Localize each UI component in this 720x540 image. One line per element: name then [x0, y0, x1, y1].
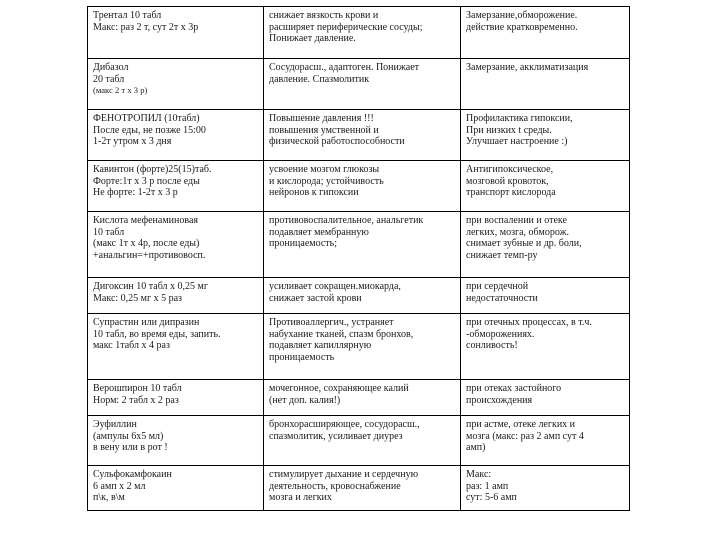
cell-line: (нет доп. калия!): [269, 394, 341, 406]
table-row: [88, 161, 630, 212]
cell-line: -обморожениях.: [466, 328, 535, 340]
cell-line: При низких t среды.: [466, 124, 552, 136]
cell-line: Трентал 10 табл: [93, 10, 162, 21]
cell-line: Сосудорасш., адаптоген. Понижает: [269, 62, 420, 73]
indication-cell: [461, 110, 630, 161]
cell-line: подавляет капиллярную: [269, 340, 372, 352]
table-row: [88, 278, 630, 314]
cell-line: в вену или в рот !: [93, 442, 168, 454]
cell-line: легких, мозга, обморож.: [466, 226, 570, 238]
cell-line: нейронов к гипоксии: [269, 187, 359, 199]
drug-name-cell: [88, 59, 264, 110]
indication-cell: [461, 314, 630, 380]
cell-line: Повышение давления !!!: [269, 113, 374, 124]
table-row: [88, 314, 630, 380]
cell-line: Форте:1т х 3 р после еды: [93, 175, 200, 187]
action-cell: [264, 161, 461, 212]
cell-line: 10 табл: [93, 226, 125, 238]
cell-line: 1-2т утром х 3 дня: [93, 136, 172, 148]
cell-line: повышения умственной и: [269, 124, 379, 136]
cell-line: п\к, в\м: [93, 492, 125, 504]
cell-line: После еды, не позже 15:00: [93, 124, 206, 136]
action-cell: [264, 110, 461, 161]
table-row: [88, 212, 630, 278]
indication-cell: [461, 7, 630, 59]
cell-line: мозговой кровоток,: [466, 175, 549, 187]
drug-name-cell: [88, 161, 264, 212]
drug-name-cell: [88, 314, 264, 380]
cell-line: бронхорасширяющее, сосудорасш.,: [269, 419, 420, 430]
action-cell: [264, 466, 461, 511]
cell-line: и кислорода; устойчивость: [269, 175, 384, 187]
cell-line: Макс: 0,25 мг х 5 раз: [93, 292, 182, 304]
cell-line: проницаемость;: [269, 238, 338, 250]
cell-line: Кислота мефенаминовая: [93, 215, 199, 226]
cell-line: усвоение мозгом глюкозы: [269, 164, 380, 175]
cell-line: снижает застой крови: [269, 292, 362, 304]
cell-line: Не форте: 1-2т х 3 р: [93, 187, 178, 199]
cell-line: Замерзание,обморожение.: [466, 10, 578, 21]
cell-line: при сердечной: [466, 281, 529, 292]
action-cell: [264, 278, 461, 314]
cell-line: мозга и легких: [269, 492, 332, 504]
table-row: [88, 466, 630, 511]
indication-cell: [461, 416, 630, 466]
cell-line: недостаточности: [466, 292, 538, 304]
cell-line: (макс 1т х 4р, после еды): [93, 238, 200, 250]
cell-line: 6 амп х 2 мл: [93, 480, 146, 492]
cell-line-small: (макс 2 т х 3 р): [93, 85, 148, 96]
cell-line: действие кратковременно.: [466, 21, 578, 33]
cell-line: при астме, отеке легких и: [466, 419, 576, 430]
drug-name-cell: [88, 110, 264, 161]
action-cell: [264, 59, 461, 110]
table-row: [88, 416, 630, 466]
table-row: [88, 59, 630, 110]
cell-line: +анальгин=+противовосп.: [93, 249, 206, 261]
action-cell: [264, 314, 461, 380]
cell-line: Антигипоксическое,: [466, 164, 554, 175]
cell-line: Эуфиллин: [93, 419, 137, 430]
indication-cell: [461, 380, 630, 416]
cell-line: Верошпирон 10 табл: [93, 383, 182, 394]
cell-line: макс 1табл х 4 раз: [93, 340, 170, 352]
drug-name-cell: [88, 466, 264, 511]
cell-line: Макс: раз 2 т, сут 2т х 3р: [93, 21, 199, 33]
table-row: [88, 110, 630, 161]
cell-line: набухание тканей, спазм бронхов,: [269, 328, 414, 340]
cell-line: происхождения: [466, 394, 533, 406]
medication-table: [87, 6, 630, 511]
cell-line: противовоспалительное, анальгетик: [269, 215, 424, 226]
cell-line: 10 табл, во время еды, запить.: [93, 328, 221, 340]
indication-cell: [461, 161, 630, 212]
cell-line: проницаемость: [269, 351, 335, 363]
cell-line: снижает темп-ру: [466, 249, 538, 261]
cell-line: Профилактика гипоксии,: [466, 113, 573, 124]
cell-line: 20 табл: [93, 73, 125, 85]
cell-line: Улучшает настроение :): [466, 136, 568, 148]
cell-line: мочегонное, сохраняющее калий: [269, 383, 409, 394]
table-row: [88, 7, 630, 59]
cell-line: при отечных процессах, в т.ч.: [466, 317, 592, 328]
cell-line: Кавинтон (форте)25(15)таб.: [93, 164, 212, 175]
drug-name-cell: [88, 278, 264, 314]
cell-line: деятельность, кровоснабжение: [269, 480, 401, 492]
indication-cell: [461, 212, 630, 278]
cell-line: Макс:: [466, 469, 492, 480]
indication-cell: [461, 466, 630, 511]
drug-name-cell: [88, 380, 264, 416]
cell-line: ФЕНОТРОПИЛ (10табл): [93, 113, 200, 124]
cell-line: Противоаллергич., устраняет: [269, 317, 394, 328]
cell-line: снижает вязкость крови и: [269, 10, 379, 21]
cell-line: физической работоспособности: [269, 136, 405, 148]
cell-line: Дигоксин 10 табл х 0,25 мг: [93, 281, 208, 292]
indication-cell: [461, 59, 630, 110]
table-row: [88, 380, 630, 416]
cell-line: мозга (макс: раз 2 амп сут 4: [466, 430, 584, 442]
medication-table-sheet: [87, 6, 629, 511]
action-cell: [264, 212, 461, 278]
cell-line: Понижает давление.: [269, 33, 356, 45]
cell-line: стимулирует дыхание и сердечную: [269, 469, 419, 480]
indication-cell: [461, 278, 630, 314]
cell-line: спазмолитик, усиливает диурез: [269, 430, 403, 442]
cell-line: давление. Спазмолитик: [269, 73, 370, 85]
cell-line: Норм: 2 табл х 2 раз: [93, 394, 179, 406]
cell-line: сут: 5-6 амп: [466, 492, 517, 504]
cell-line: усиливает сокращен.миокарда,: [269, 281, 401, 292]
cell-line: Замерзание, акклиматизация: [466, 62, 589, 73]
cell-line: Дибазол: [93, 62, 129, 73]
medication-table-body: [88, 7, 630, 511]
action-cell: [264, 7, 461, 59]
cell-line: при отеках застойного: [466, 383, 562, 394]
drug-name-cell: [88, 416, 264, 466]
cell-line: Сульфокамфокаин: [93, 469, 172, 480]
cell-line: сонливость!: [466, 340, 518, 352]
cell-line: расширяет периферические сосуды;: [269, 21, 423, 33]
cell-line: при воспалении и отеке: [466, 215, 567, 226]
action-cell: [264, 416, 461, 466]
cell-line: снимает зубные и др. боли,: [466, 238, 582, 250]
cell-line: подавляет мембранную: [269, 226, 369, 238]
drug-name-cell: [88, 7, 264, 59]
cell-line: раз: 1 амп: [466, 480, 509, 492]
drug-name-cell: [88, 212, 264, 278]
cell-line: (ампулы 6х5 мл): [93, 430, 164, 442]
cell-line: транспорт кислорода: [466, 187, 556, 199]
cell-line: амп): [466, 442, 486, 454]
action-cell: [264, 380, 461, 416]
cell-line: Супрастин или дипразин: [93, 317, 200, 328]
